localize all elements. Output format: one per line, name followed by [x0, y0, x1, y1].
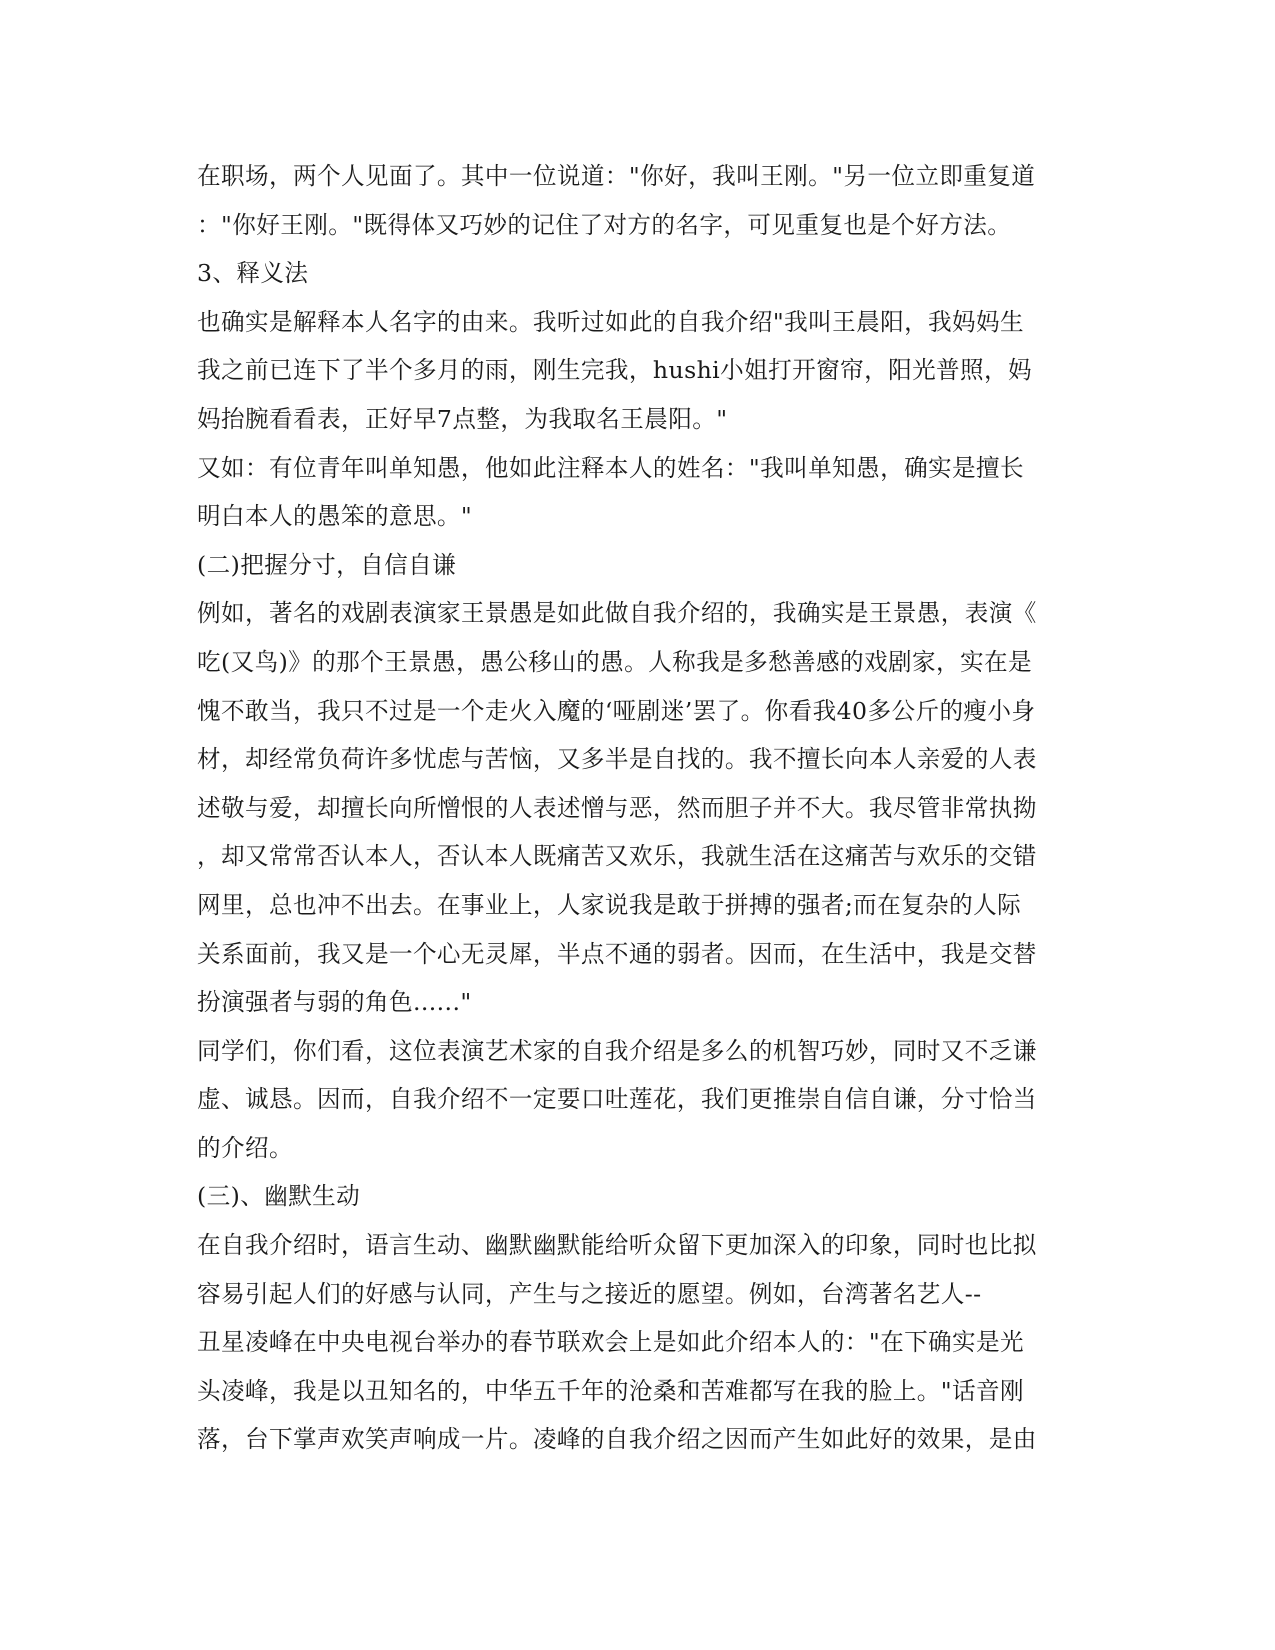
body-text	[197, 152, 1077, 1464]
text-line: ，却又常常否认本人，否认本人既痛苦又欢乐，我就生活在这痛苦与欢乐的交错	[197, 842, 1037, 871]
text-line: ："你好王刚。"既得体又巧妙的记住了对方的名字，可见重复也是个好方法。	[197, 210, 1012, 239]
text-line: 容易引起人们的好感与认同，产生与之接近的愿望。例如，台湾著名艺人--	[197, 1279, 982, 1308]
text-line: 扮演强者与弱的角色......"	[197, 988, 472, 1017]
text-line: 明白本人的愚笨的意思。"	[197, 502, 473, 531]
text-line: 愧不敢当，我只不过是一个走火入魔的‘哑剧迷’罢了。你看我40多公斤的瘦小身	[197, 696, 1036, 725]
text-line: 网里，总也冲不出去。在事业上，人家说我是敢于拼搏的强者;而在复杂的人际	[197, 890, 1022, 919]
text-line: 我之前已连下了半个多月的雨，刚生完我，hushi小姐打开窗帘，阳光普照，妈	[197, 356, 1033, 385]
text-line: 丑星凌峰在中央电视台举办的春节联欢会上是如此介绍本人的："在下确实是光	[197, 1328, 1025, 1357]
text-line: 吃(又鸟)》的那个王景愚，愚公移山的愚。人称我是多愁善感的戏剧家，实在是	[197, 647, 1032, 676]
text-line: 落，台下掌声欢笑声响成一片。凌峰的自我介绍之因而产生如此好的效果，是由	[197, 1425, 1037, 1454]
text-line: (二)把握分寸，自信自谦	[197, 550, 457, 579]
text-line: 材，却经常负荷许多忧虑与苦恼，又多半是自找的。我不擅长向本人亲爱的人表	[197, 745, 1037, 774]
text-line: 妈抬腕看看表，正好早7点整，为我取名王晨阳。"	[197, 404, 728, 433]
text-line: 的介绍。	[197, 1133, 293, 1162]
text-line: 又如：有位青年叫单知愚，他如此注释本人的姓名："我叫单知愚，确实是擅长	[197, 453, 1025, 482]
text-line: 在自我介绍时，语言生动、幽默幽默能给听众留下更加深入的印象，同时也比拟	[197, 1231, 1037, 1260]
text-line: 同学们，你们看，这位表演艺术家的自我介绍是多么的机智巧妙，同时又不乏谦	[197, 1036, 1037, 1065]
text-line: 头凌峰，我是以丑知名的，中华五千年的沧桑和苦难都写在我的脸上。"话音刚	[197, 1376, 1025, 1405]
text-line: (三)、幽默生动	[197, 1182, 361, 1211]
text-line: 述敬与爱，却擅长向所憎恨的人表述憎与恶，然而胆子并不大。我尽管非常执拗	[197, 793, 1037, 822]
text-line: 3、释义法	[197, 259, 309, 288]
text-line: 也确实是解释本人名字的由来。我听过如此的自我介绍"我叫王晨阳，我妈妈生	[197, 307, 1025, 336]
text-line: 关系面前，我又是一个心无灵犀，半点不通的弱者。因而，在生活中，我是交替	[197, 939, 1037, 968]
text-line: 在职场，两个人见面了。其中一位说道："你好，我叫王刚。"另一位立即重复道	[197, 162, 1036, 190]
text-line: 虚、诚恳。因而，自我介绍不一定要口吐莲花，我们更推崇自信自谦，分寸恰当	[197, 1085, 1037, 1114]
text-line: 例如，著名的戏剧表演家王景愚是如此做自我介绍的，我确实是王景愚，表演《	[197, 599, 1037, 628]
